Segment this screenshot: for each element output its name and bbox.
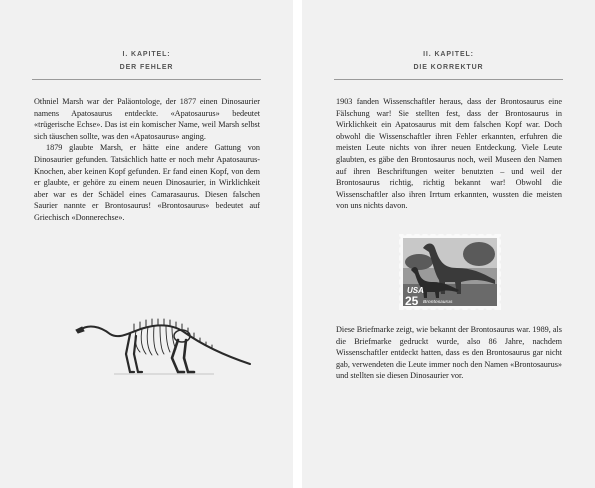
- right-page: [302, 0, 595, 488]
- brontosaurus-stamp: [399, 234, 501, 310]
- stamp-name: Brontosaurus: [423, 299, 453, 304]
- chapter-text: [34, 96, 260, 224]
- heading-rule: [334, 79, 563, 80]
- chapter-title: DIE KORREKTUR: [413, 64, 484, 71]
- stamp-value: 25: [405, 294, 419, 308]
- chapter-text: [336, 96, 562, 212]
- chapter-heading: [334, 48, 563, 74]
- heading-rule: [32, 79, 261, 80]
- chapter-number: I. KAPITEL:: [122, 51, 171, 58]
- chapter-number: II. KAPITEL:: [423, 51, 474, 58]
- paragraph: 1903 fanden Wissenschaftler heraus, dass der Brontosaurus eine Fälschung war! Sie stellten fest, dass der Brontosaurus in Wirklichkeit ein Apatosaurus mit dem falschen Kopf war. Doch obwohl die Wissenschaftler ihren Fehler erkannten, erfuhren die meisten Leute nichts von ihrer neuen Entdeckung. Viele Leute glaubten, es gäbe den Brontosaurus noch, weil Museen den Namen auf ihren Beschriftungen weiter benutzten – und weil der Brontosaurus richtig, richtig bekannt war! Obwohl die Wissenschaftler also ihren Irrtum erkannten, wussten die meisten von uns nichts davon.: [336, 97, 562, 211]
- stamp-country: USA: [407, 286, 424, 295]
- paragraph: Diese Briefmarke zeigt, wie bekannt der Brontosaurus war. 1989, als die Briefmarke gedruckt wurde, also 86 Jahre, nachdem Wissenschaftler entdeckt hatten, dass es den Brontosaurus gar nicht gab, verwendeten die Leute immer noch den Namen «Brontosaurus» und stellten sie diesen Dinosaurier vor.: [336, 325, 562, 381]
- chapter-title: DER FEHLER: [119, 64, 174, 71]
- page-gutter: [293, 0, 302, 488]
- paragraph: Othniel Marsh war der Paläontologe, der 1877 einen Dinosaurier namens Apatosaurus entdeckte. «Apatosaurus» bedeutet «trügerische Echse». Das ist ein komischer Name, weil Marsh selbst sich täuschen sollte, was den «Apatosaurus» anging.: [34, 97, 260, 141]
- brontosaurus-skeleton-illustration: [74, 314, 252, 376]
- paragraph: 1879 glaubte Marsh, er hätte eine andere Gattung von Dinosaurier gefunden. Tatsächlich hatte er noch mehr Apatosaurus-Knochen, aber keinen Kopf gefunden. Er fand einen Kopf, von dem er glaubte, er gehöre zu einem neuen Dinosaurier, in Wirklichkeit aber war es der Schädel eines Camarasaurus. Diesen falschen Saurier nannte er Brontosaurus! «Brontosaurus» bedeutet auf Griechisch «Donnerechse».: [34, 143, 260, 222]
- left-page: [0, 0, 293, 488]
- chapter-heading: [32, 48, 261, 74]
- stamp-caption: [336, 324, 562, 382]
